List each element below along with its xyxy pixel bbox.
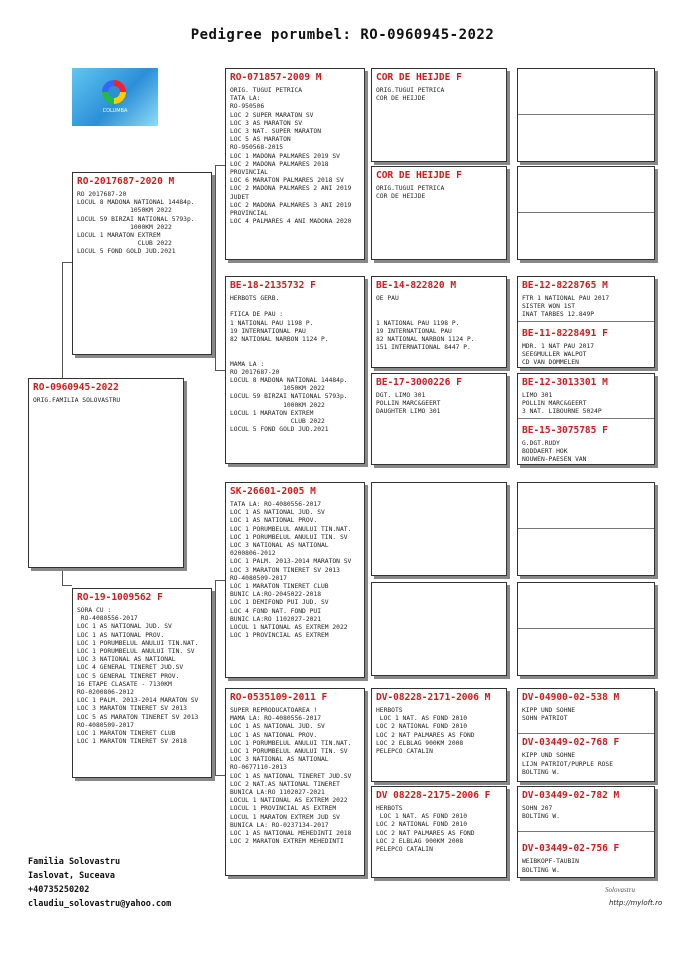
dam-sire-card (225, 482, 365, 678)
connector-line (62, 262, 72, 263)
ddd-parents-card (517, 786, 655, 878)
connector-line (215, 580, 225, 581)
ring-number: BE-11-8228491 F (522, 327, 608, 339)
ring-number: SK-26601-2005 M (230, 486, 316, 497)
ring-number: BE-15-3075785 F (522, 424, 608, 436)
connector-line (215, 580, 216, 775)
ring-number: BE-12-8228765 M (522, 280, 608, 291)
card-notes: SOHN 207 BOLTING W. (522, 805, 560, 821)
card-notes: RO 2017687-20 LOCUL 8 MADONA NATIONAL 14484p. 1050KM 2022 LOCUL 59 BIRZAI NATIONAL 5793p. 1000KM 2022 LOCUL 1 MARATON EXTREM CLUB 2022 LOCUL 5 FOND GOLD JUD.2021 (77, 191, 195, 256)
divider (518, 321, 654, 322)
divider (518, 114, 654, 115)
sire-sire-dam-card (371, 166, 507, 260)
ring-number: DV-04900-02-538 M (522, 692, 620, 703)
ring-number: RO-19-1009562 F (77, 592, 163, 603)
sds-parents-card (517, 276, 655, 368)
divider (518, 528, 654, 529)
card-notes: FTR 1 NATIONAL PAU 2017 SISTER WON 1ST INAT TARBES 12.849P (522, 295, 610, 319)
card-notes: G.DGT.RUDY BODDAERT HOK NOUWEN-PAESEN VAN (522, 439, 587, 464)
card-notes: MDR. 1 NAT PAU 2017 SEEGMULLER WALPOT CD VAN DOMMELEN (522, 342, 595, 367)
ring-number: DV-03449-02-782 M (522, 790, 620, 801)
ss-ancestors-card-empty (517, 68, 655, 162)
dam-dam-dam-card (371, 786, 507, 878)
sire-sire-sire-card (371, 68, 507, 162)
ss-ancestors-card-empty (517, 166, 655, 260)
logo-text: COLUMBA (102, 108, 128, 114)
owner-name: Familia Solovastru (28, 857, 121, 867)
divider (518, 418, 654, 419)
divider (518, 733, 654, 734)
divider (518, 628, 654, 629)
connector-line (215, 370, 225, 371)
dam-sire-dam-card-empty (371, 582, 507, 676)
ds-ancestors-card-empty (517, 482, 655, 576)
card-notes: TATA LA: RO-4080556-2017 LOC 1 AS NATIONAL JUD. SV LOC 1 AS NATIONAL PROV. LOC 1 PORUMBELUL ANULUI TIN.NAT. LOC 1 PORUMBELUL ANULUI TIN. SV LOC 3 NATIONAL AS NATIONAL 0200806-2012 LOC 1 PALM. 2013-2014 MARATON SV LOC 3 MARATON TINERET SV 2013 RO-4080509-2017 LOC 1 MARATON TINERET CLUB BUNIC LA:RO-2045022-2018 LOC 1 DEMIFOND PUI JUD. SV LOC 4 FOND NAT. FOND PUI BUNIC LA:RO 1102027-2021 LOCUL 1 NATIONAL AS EXTREM 2022 LOC 1 PROVINCIAL AS EXTREM (230, 501, 352, 640)
connector-line (62, 585, 72, 586)
dam-card (72, 588, 212, 778)
ring-number: DV-03449-02-756 F (522, 843, 620, 855)
ring-number: RO-0535109-2011 F (230, 692, 328, 703)
owner-contact (28, 855, 171, 911)
card-notes: SUPER REPRODUCATOAREA ! MAMA LA: RO-4080556-2017 LOC 1 AS NATIONAL JUD. SV LOC 1 AS NATIONAL PROV. LOC 1 PORUMBELUL ANULUI TIN.NAT. LOC 1 PORUMBELUL ANULUI TIN. SV LOC 3 NATIONAL AS NATIONAL RO-0677110-2013 LOC 1 AS NATIONAL TINERET JUD.SV LOC 2 NAT.AS NATIONAL TINERET BUNICA LA:RO 1102027-2021 LOCUL 1 NATIONAL AS EXTREM 2022 LOCUL 1 PROVINCIAL AS EXTREM LOCUL 1 MARATON EXTREM JUD SV BUNICA LA: RO-0237134-2017 LOC 1 AS NATIONAL MEHEDINTI 2018 LOC 2 MARATON EXTREM MEHEDINTI (230, 707, 352, 846)
card-notes: KIPP UND SOHNE SOHN PATRIOT (522, 707, 576, 723)
pedigree-subject-card (28, 378, 184, 568)
dds-parents-card (517, 688, 655, 782)
card-notes: ORIG.TUGUI PETRICA COR DE HEIJDE (376, 185, 445, 201)
card-notes: DGT. LIMO 301 POLLIN MARC&GEERT DAUGHTER LIMO 301 (376, 392, 441, 416)
ring-number: RO-0960945-2022 (33, 382, 119, 393)
dam-dam-card (225, 688, 365, 876)
ring-number: COR DE HEIJDE F (376, 170, 462, 181)
card-notes: ORIG.TUGUI PETRICA COR DE HEIJDE (376, 87, 445, 103)
logo-emblem-icon (102, 80, 126, 104)
card-notes: HERBOTS LOC 1 NAT. AS FOND 2010 LOC 2 NATIONAL FOND 2010 LOC 2 NAT PALMARES AS FOND LOC 2 ELBLAG 900KM 2008 PELEPCO CATALIN (376, 707, 475, 756)
card-notes: OE PAU 1 NATIONAL PAU 1198 P. 19 INTERNATIONAL PAU 82 NATIONAL NARBON 1124 P. 151 INTERNATIONAL 8447 P. (376, 295, 475, 352)
club-logo (72, 68, 158, 126)
card-notes: SORA CU : RO-4080556-2017 LOC 1 AS NATIONAL JUD. SV LOC 1 AS NATIONAL PROV. LOC 1 PORUMBELUL ANULUI TIN.NAT. LOC 1 PORUMBELUL ANULUI TIN. SV LOC 3 NATIONAL AS NATIONAL LOC 4 GENERAL TINERET JUD.SV LOC 5 GENERAL TINERET PROV. 16 ETAPE CLASATE - 7130KM RO-0200806-2012 LOC 1 PALM. 2013-2014 MARATON SV LOC 3 MARATON TINERET SV 2013 LOC 5 AS MARATON TINERET SV 2013 RO-4080509-2017 LOC 1 MARATON TINERET CLUB LOC 1 MARATON TINERET SV 2018 (77, 607, 199, 746)
divider (518, 212, 654, 213)
card-notes: KIPP UND SOHNE LIJN PATRIOT/PURPLE ROSE BOLTING W. (522, 752, 613, 776)
ring-number: BE-14-822820 M (376, 280, 457, 291)
sdd-parents-card (517, 373, 655, 465)
ring-number: RO-2017687-2020 M (77, 176, 175, 187)
divider (518, 831, 654, 832)
dam-sire-sire-card-empty (371, 482, 507, 576)
ring-number: DV 08228-2175-2006 F (376, 790, 491, 801)
ring-number: BE-18-2135732 F (230, 280, 316, 291)
ring-number: BE-12-3013301 M (522, 377, 608, 388)
connector-line (215, 775, 225, 776)
site-url-link[interactable]: http://myloft.ro (609, 899, 663, 907)
sire-dam-dam-card (371, 373, 507, 465)
ring-number: DV-08228-2171-2006 M (376, 692, 491, 703)
owner-address: Iaslovat, Suceava (28, 871, 115, 881)
card-notes: ORIG.FAMILIA SOLOVASTRU (33, 397, 121, 404)
owner-email[interactable]: claudiu_solovastru@yahoo.com (28, 899, 172, 909)
sire-dam-card (225, 276, 365, 464)
dam-dam-sire-card (371, 688, 507, 782)
card-notes: LIMO 301 POLLIN MARC&GEERT 3 NAT. LIBOURNE 5024P (522, 392, 602, 416)
connector-line (215, 165, 225, 166)
sire-card (72, 172, 212, 355)
ring-number: DV-03449-02-768 F (522, 737, 620, 749)
card-notes: HERBOTS GERB. FIICA DE PAU : 1 NATIONAL PAU 1198 P. 19 INTERNATIONAL PAU 82 NATIONAL NARBON 1124 P. MAMA LA : RO 2017687-20 LOCUL 8 MADONA NATIONAL 14484p. 1050KM 2022 LOCUL 59 BIRZAI NATIONAL 5793p. 1000KM 2022 LOCUL 1 MARATON EXTREM CLUB 2022 LOCUL 5 FOND GOLD JUD.2021 (230, 295, 348, 434)
card-notes: ORIG. TUGUI PETRICA TATA LA: RO-950506 LOC 2 SUPER MARATON SV LOC 3 AS MARATON SV LOC 3 NAT. SUPER MARATON LOC 5 AS MARATON RO-950568-2015 LOC 1 MADONA PALMARES 2019 SV LOC 2 MADONA PALMARES 2018 PROVINCIAL LOC 6 MARATON PALMARES 2018 SV LOC 2 MADONA PALMARES 2 ANI 2019 JUDET LOC 2 MADONA PALMARES 3 ANI 2019 PROVINCIAL LOC 4 PALMARES 4 ANI MADONA 2020 (230, 87, 352, 226)
signature: Solovastru (605, 886, 635, 894)
card-notes: WEIBKOPF-TAUBIN BOLTING W. (522, 858, 579, 874)
owner-phone: +40735250202 (28, 885, 90, 895)
sire-sire-card (225, 68, 365, 260)
sire-dam-sire-card (371, 276, 507, 368)
card-notes: HERBOTS LOC 1 NAT. AS FOND 2010 LOC 2 NATIONAL FOND 2010 LOC 2 NAT PALMARES AS FOND LOC 2 ELBLAG 900KM 2008 PELEPCO CATALIN (376, 805, 475, 854)
ring-number: RO-071857-2009 M (230, 72, 322, 83)
ring-number: BE-17-3000226 F (376, 377, 462, 388)
connector-line (215, 165, 216, 370)
ds-ancestors-card-empty (517, 582, 655, 676)
page-title: Pedigree porumbel: RO-0960945-2022 (190, 27, 495, 43)
ring-number: COR DE HEIJDE F (376, 72, 462, 83)
